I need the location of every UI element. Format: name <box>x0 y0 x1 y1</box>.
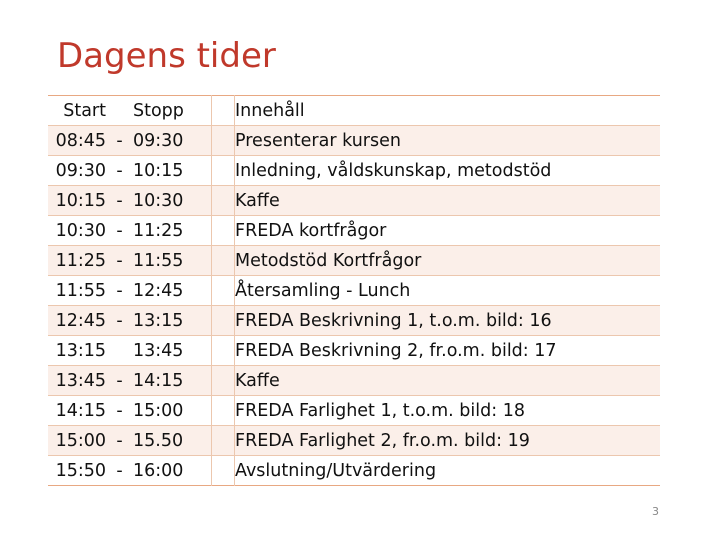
row-content: FREDA Beskrivning 1, t.o.m. bild: 16 <box>235 306 661 336</box>
table-row <box>48 276 660 306</box>
row-dash: - <box>106 276 133 306</box>
row-start-time: 11:55 <box>48 276 106 306</box>
row-dash: - <box>106 156 133 186</box>
page-number: 3 <box>652 505 659 518</box>
row-start-time: 13:45 <box>48 366 106 396</box>
row-content: FREDA Beskrivning 2, fr.o.m. bild: 17 <box>235 336 661 366</box>
schedule-table <box>48 95 660 486</box>
table-row <box>48 306 660 336</box>
row-stop-time: 11:25 <box>133 216 212 246</box>
row-gap <box>212 396 235 426</box>
row-content: FREDA Farlighet 2, fr.o.m. bild: 19 <box>235 426 661 456</box>
row-start-time: 10:30 <box>48 216 106 246</box>
table-row <box>48 246 660 276</box>
row-content: Metodstöd Kortfrågor <box>235 246 661 276</box>
row-start-time: 14:15 <box>48 396 106 426</box>
header-gap <box>212 96 235 126</box>
row-stop-time: 10:15 <box>133 156 212 186</box>
header-dash <box>106 96 133 126</box>
table-row <box>48 336 660 366</box>
header-start: Start <box>48 96 106 126</box>
table-row <box>48 456 660 486</box>
row-start-time: 13:15 <box>48 336 106 366</box>
row-gap <box>212 276 235 306</box>
row-stop-time: 13:45 <box>133 336 212 366</box>
row-gap <box>212 246 235 276</box>
row-stop-time: 09:30 <box>133 126 212 156</box>
row-start-time: 11:25 <box>48 246 106 276</box>
row-gap <box>212 306 235 336</box>
row-gap <box>212 456 235 486</box>
table-row <box>48 186 660 216</box>
row-dash: - <box>106 426 133 456</box>
table-header-row <box>48 96 660 126</box>
row-gap <box>212 336 235 366</box>
row-start-time: 09:30 <box>48 156 106 186</box>
table-row <box>48 126 660 156</box>
table-row <box>48 216 660 246</box>
row-dash: - <box>116 460 123 481</box>
row-dash: - <box>106 126 133 156</box>
row-gap <box>212 126 235 156</box>
row-content: Kaffe <box>235 186 661 216</box>
row-content: Kaffe <box>235 366 661 396</box>
row-dash: - <box>106 366 133 396</box>
row-content: Inledning, våldskunskap, metodstöd <box>235 156 661 186</box>
row-gap <box>212 366 235 396</box>
row-start-time: 12:45 <box>48 306 106 336</box>
row-content: Avslutning/Utvärdering <box>235 460 437 481</box>
row-start-time: 10:15 <box>48 186 106 216</box>
row-stop-time: 15:00 <box>133 396 212 426</box>
row-start-time: 08:45 <box>48 126 106 156</box>
header-stop: Stopp <box>133 96 212 126</box>
row-stop-time: 12:45 <box>133 276 212 306</box>
row-gap <box>212 216 235 246</box>
row-dash: - <box>106 246 133 276</box>
row-content: Presenterar kursen <box>235 126 661 156</box>
header-content: Innehåll <box>235 96 661 126</box>
row-stop-time: 10:30 <box>133 186 212 216</box>
row-stop-time: 14:15 <box>133 366 212 396</box>
row-gap <box>212 426 235 456</box>
table-row <box>48 426 660 456</box>
row-content: Återsamling - Lunch <box>235 276 661 306</box>
table-row <box>48 156 660 186</box>
row-gap <box>212 186 235 216</box>
slide-title: Dagens tider <box>57 36 276 76</box>
row-dash: - <box>106 306 133 336</box>
row-dash: - <box>106 216 133 246</box>
row-dash: - <box>106 396 133 426</box>
row-stop-time: 13:15 <box>133 306 212 336</box>
row-dash <box>106 336 133 366</box>
row-gap <box>212 156 235 186</box>
row-dash: - <box>106 186 133 216</box>
row-stop-time: 16:00 <box>133 460 184 481</box>
row-stop-time: 15.50 <box>133 426 212 456</box>
table-row <box>48 366 660 396</box>
row-start-time: 15:50 <box>55 460 106 481</box>
row-content: FREDA Farlighet 1, t.o.m. bild: 18 <box>235 396 661 426</box>
row-stop-time: 11:55 <box>133 246 212 276</box>
table-row <box>48 396 660 426</box>
row-content: FREDA kortfrågor <box>235 216 661 246</box>
row-start-time: 15:00 <box>48 426 106 456</box>
